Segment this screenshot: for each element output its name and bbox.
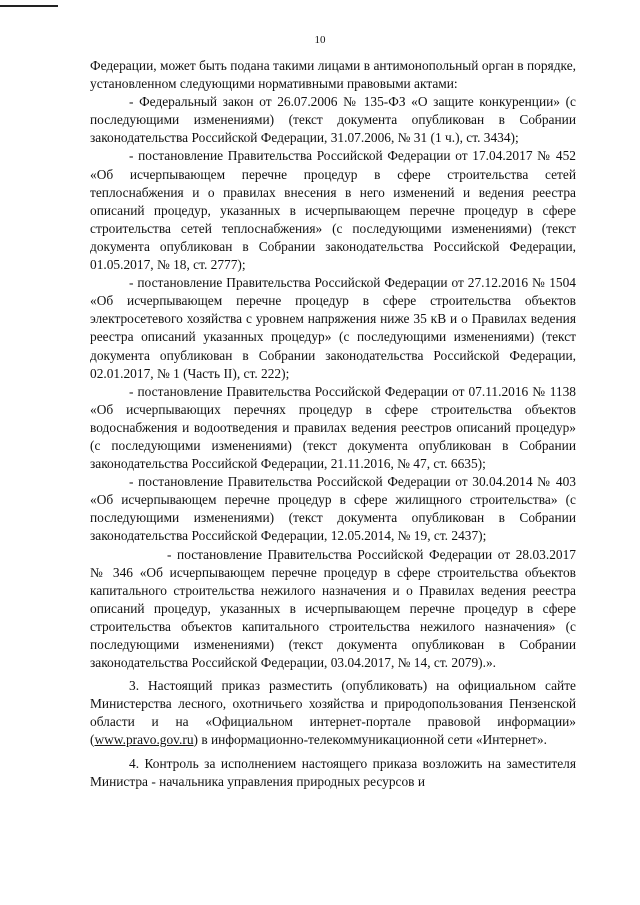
pravo-gov-link[interactable]: www.pravo.gov.ru bbox=[94, 732, 194, 748]
list-item-decree-403: - постановление Правительства Российской Федерации от 30.04.2014 № 403 «Об исчерпывающем перечне процедур в сфере жилищного строительства» (с последующими изменениями) (текст документа опубликован в Собрании законодательства Российской Федерации, 12.05.2014, № 19, ст. 2437); bbox=[90, 474, 576, 544]
paragraph-intro: Федерации, может быть подана такими лицами в антимонопольный орган в порядке, установленном следующими нормативными правовыми актами: bbox=[90, 58, 576, 92]
document-body bbox=[90, 57, 576, 791]
page-number: 10 bbox=[314, 34, 326, 46]
list-item-decree-346: - постановление Правительства Российской Федерации от 28.03.2017 № 346 «Об исчерпывающем перечне процедур в сфере строительства объектов капитального строительства нежилого назначения и о Правилах ведения реестра описаний процедур, указанных в исчерпывающем перечне процедур в сфере строительства объектов капитального строительства нежилого назначения» (с последующими изменениями) (текст документа опубликован в Собрании законодательства Российской Федерации, 03.04.2017, № 14, ст. 2079).». bbox=[90, 546, 576, 671]
list-item-decree-1504: - постановление Правительства Российской Федерации от 27.12.2016 № 1504 «Об исчерпывающем перечне процедур в сфере строительства объектов электросетевого хозяйства с уровнем напряжения ниже 35 кВ и о Правилах ведения реестра описаний указанных процедур» (с последующими изменениями) (текст документа опубликован в Собрании законодательства Российской Федерации, 02.01.2017, № 1 (Часть II), ст. 222); bbox=[90, 275, 576, 381]
item-3-text-start: 3. Настоящий приказ разместить (опубликовать) на официальном сайте Министерства лесного, охотничьего хозяйства и природопользования Пензенской области и на «Официальном интернет-портале правовой информации» ( bbox=[90, 678, 576, 748]
list-item-decree-1138: - постановление Правительства Российской Федерации от 07.11.2016 № 1138 «Об исчерпывающих перечнях процедур в сфере строительства объектов водоснабжения и водоотведения и правилах ведения реестров описаний процедур» (с последующими изменениями) (текст документа опубликован в Собрании законодательства Российской Федерации, 21.11.2016, № 47, ст. 6635); bbox=[90, 383, 576, 472]
paragraph-item-4: 4. Контроль за исполнением настоящего приказа возложить на заместителя Министра - начальника управления природных ресурсов и bbox=[90, 755, 576, 789]
scan-edge-mark bbox=[0, 5, 58, 7]
item-3-text-end: ) в информационно-телекоммуникационной сети «Интернет». bbox=[193, 732, 547, 748]
list-item-law-135fz: - Федеральный закон от 26.07.2006 № 135-ФЗ «О защите конкуренции» (с последующими изменениями) (текст документа опубликован в Собрании законодательства Российской Федерации, 31.07.2006, № 31 (1 ч.), ст. 3434); bbox=[90, 94, 576, 146]
list-item-decree-452: - постановление Правительства Российской Федерации от 17.04.2017 № 452 «Об исчерпывающем перечне процедур в сфере строительства сетей теплоснабжения и о правилах внесения в него изменений и ведения реестра описаний процедур, указанных в исчерпывающем перечне процедур в сфере строительства сетей теплоснабжения» (с последующими изменениями) (текст документа опубликован в Собрании законодательства Российской Федерации, 01.05.2017, № 18, ст. 2777); bbox=[90, 148, 576, 273]
paragraph-item-3 bbox=[90, 677, 576, 749]
